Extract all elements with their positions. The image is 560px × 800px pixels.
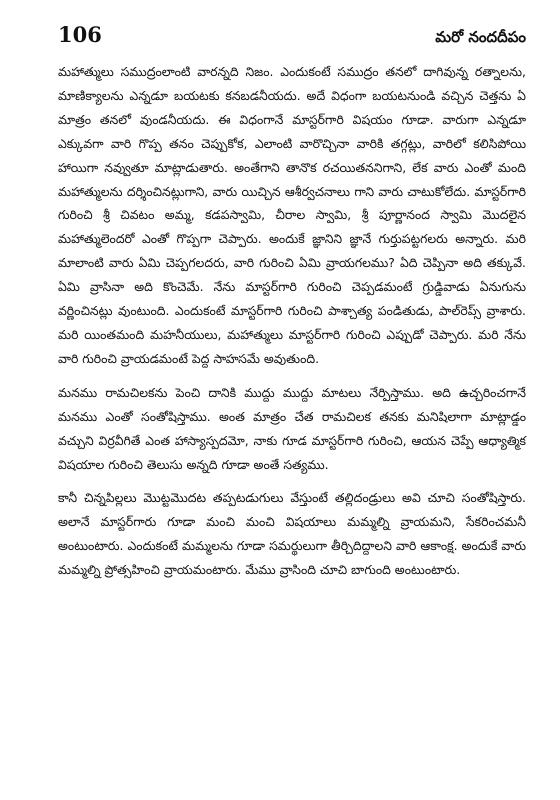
paragraph-2: మనము రామచిలకను పెంచి దానికి ముద్దు ముద్దు మాటలు నేర్పిస్తాము. అది ఉచ్చరించగానే మనము ఎంతో సంతోషిస్తాము. అంత మాత్రం చేత రామచిలక తనకు మనిషిలాగా మాట్లాడ్డం వచ్చుని విర్రవీగితే ఎంత హాస్యాస్పదమో, నాకు గూడ మాస్టర్‌గారి గురించి, ఆయన చెప్పే ఆధ్యాత్మిక విషయాల గురించి తెలుసు అన్నది గూడా అంతే సత్యము. xyxy=(58,384,526,472)
body-text xyxy=(58,60,526,582)
paragraph-3: కానీ చిన్నపిల్లలు మొట్టమొదట తప్పటడుగులు వేస్తుంటే తల్లిదండ్రులు అవి చూచి సంతోషిస్తారు. అలానే మాస్టర్‌గారు గూడా మంచి మంచి విషయాలు మమ్మల్ని వ్రాయమని, సేకరించమనీ అంటుంటారు. ఎందుకంటే మమ్మలను గూడా సమర్థులుగా తీర్చిదిద్దాలని వారి ఆకాంక్ష. అందుకే వారు మమ్మల్ని ప్రోత్సహించి వ్రాయమంటారు. మేము వ్రాసింది చూచి బాగుంది అంటుంటారు. xyxy=(58,490,526,578)
paragraph-1: మహాత్ములు సముద్రంలాంటి వారన్నది నిజం. ఎందుకంటే సముద్రం తనలో దాగివున్న రత్నాలను, మాణిక్యాలను ఎన్నడూ బయటకు కనబడనీయదు. అదే విధంగా బయటనుండి వచ్చిన చెత్తను ఏ మాత్రం తనలో వుండనీయదు. ఈ విధంగానే మాస్టర్‌గారి విషయం గూడా. వారుగా ఎన్నడూ ఎక్కువగా వారి గొప్ప తనం చెప్పుకోక, ఎలాంటి వారొచ్చినా వారికి తగ్గట్లు, వారిలో కలిసిపోయి హాయిగా నవ్వుతూ మాట్లాడుతారు. అంతేగాని తానొక రచయితననిగాని, లేక వారు ఎంతో మంది మహాత్ములను దర్శించినట్లుగాని, వారు యిచ్చిన ఆశీర్వచనాలు గాని వారు చాటుకోలేదు. మాస్టర్‌గారి గురించి శ్రీ చివటం అమ్మ, కడపస్వామి, చీరాల స్వామి, శ్రీ పూర్ణానంద స్వామి మొదలైన మహాత్ములెందరో ఎంతో గొప్పగా చెప్పారు. అందుకే జ్ఞానిని జ్ఞానే గుర్తుపట్టగలరు అన్నారు. మరి మాలాంటి వారు ఏమి చెప్పగలదరు, వారి గురించి ఏమి వ్రాయగలము? ఏది చెప్పినా అది తక్కువే. ఏమి వ్రాసినా అది కొంచెమే. నేను మాస్టర్‌గారి గురించి చెప్పడమంటే గ్రుడ్డివాడు ఏనుగును వర్ణించినట్లు వుంటుంది. ఎందుకంటే మాస్టర్‌గారి గురించి పాశ్చాత్య పండితుడు, పాల్‌రెప్స్ వ్రాశారు. మరి యింతమంది మహనీయులు, మహాత్ములు మాస్టర్‌గారి గురించి ఎప్పుడో చెప్పారు. మరి నేను వారి గురించి వ్రాయడమంటే పెద్ద సాహసమే అవుతుంది. xyxy=(58,64,526,366)
page-header xyxy=(58,22,526,56)
page-number: 106 xyxy=(58,22,102,47)
running-title: మరో నందదీపం xyxy=(435,28,526,46)
